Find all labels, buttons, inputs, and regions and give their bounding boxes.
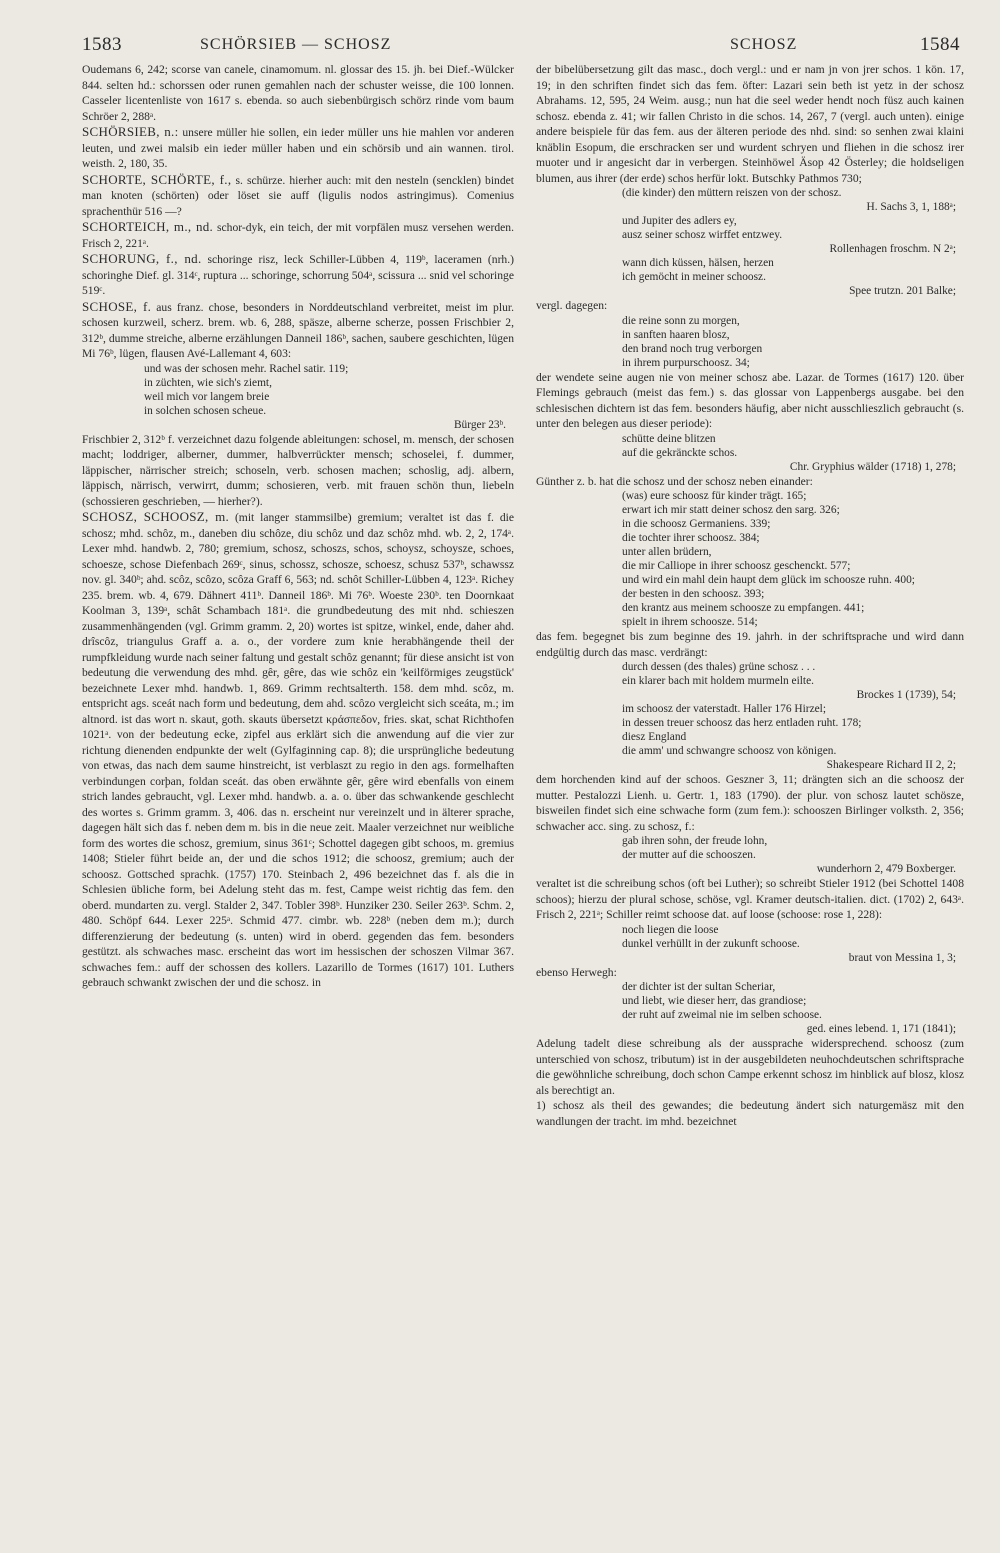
lemma: SCHÖRSIEB, n.: [82,124,179,139]
lemma: SCHORTE, SCHÖRTE, f., [82,171,232,187]
verse-source: Spee trutzn. 201 Balke; [849,285,956,297]
verse-line: der mutter auf die schooszen. [622,849,756,861]
verse-line: durch dessen (des thales) grüne schosz . . . [622,661,816,673]
verse-line: dunkel verhüllt in der zukunft schoose. [622,937,800,950]
entry-text: schoringe risz, leck Schiller-Lübben 4, 119ᵇ, laceramen (nrh.) schoringhe Dief. gl. 314ᶜ, ruptura ... schoringe, schorrung 504ᵃ, scissura ... snid vel schoringe 519ᶜ. [82,253,514,297]
verse-quote [622,432,964,474]
paragraph: veraltet ist die schreibung schos (oft bei Luther); so schreibt Stieler 1912 (bei Schottel 1408 schoos); hierzu der plural schose, schöse, vgl. Kramer deutsch-italien. dict. (1702) 2, 643ᵃ. Frisch 2, 221ᵃ; Schiller reimt schoose dat. auf loose (schoose: rose 1, 228): [536,877,964,921]
verse-quote [144,362,514,432]
verse-line: den krantz aus meinem schoosze zu empfangen. 441; [622,602,865,614]
verse-line: die tochter ihrer schoosz. 384; [622,532,760,544]
verse-line: in solchen schosen scheue. [144,404,267,417]
verse-source: H. Sachs 3, 1, 188ᵃ; [866,201,956,213]
verse-line: in dessen treuer schoosz das herz entladen ruht. 178; [622,717,862,729]
verse-line: die amm' und schwangre schoosz von königen. [622,745,837,757]
verse-line: gab ihren sohn, der freude lohn, [622,835,768,847]
page-header [30,34,960,60]
verse-line: den brand noch trug verborgen [622,342,763,355]
verse-quote [622,186,964,256]
entry-schorung [82,251,514,299]
paragraph: ebenso Herwegh: [536,965,617,979]
entry-text: (mit langer stammsilbe) gremium; veraltet ist das f. die schosz; mhd. schôz, m., daneben diu schôze, diu schôz und daz schôz mhd. wb. 2, 2, 174ᵃ. Lexer mhd. handwb. 2, 780; gremium, schosz, schoszs, schos, schoysz, schoysze, schoes, schoesze, schose Diefenbach 269ᶜ, sinus, schossz, schosze, schoesz, schusz 537ᵇ, schawssz nov. gl. 340ᵇ; ahd. scôz, scôzo, scôza Graff 6, 563; nd. schôt Schiller-Lübben 4, 123ᵃ. Richey 235. brem. wb. 4, 679. Dähnert 411ᵇ. Danneil 186ᵇ. Mi 76ᵇ. Woeste 230ᵇ. ten Doornkaat Koolman 3, 139ᵃ, schât Schambach 181ᵃ. die grundbedeutung des mit nhd. schieszen zusammenhängenden (vgl. Grimm gramm. 2, 20) wortes ist spitze, winkel, ende, daher ahd. drîscôz, triangulus Graff a. a. o., der vordere zum knie herabhängende theil der rumpfkleidung wurde nach seiner faltung und gestalt schôz genannt; für diese ansicht ist von bedeutung die verwendung des mhd. gêr, gêre, das wie schôz ein 'keilförmiges zeugstück' bezeichnete Lexer mhd. handwb. 1, 869. Grimm rechtsalterth. 158. dem mhd. scôz, m. entspricht ags. sceát nach form und bedeutung, dem ahd. scôzo vergleicht sich sceáta, m.; im altnord. ist das wort n. skaut, goth. skauts übersetzt κράσπεδον, fries. skat, schat Richthofen 1021ᵃ. von der bedeutung ecke, zipfel aus erklärt sich die anwendung auf die vier zur richtung dienenden endpunkte der welt (Gylfaginning cap. 8); die ursprüngliche bedeutung von etwas, das nach dem saume hinstreicht, ist verblaszt zu regio in den ags. formelhaften verbindungen corþan, foldan sceát. das oben erwähnte gêr, gêre wird ebenfalls von einem strich landes gebraucht, vgl. Lexer mhd. handwb. a. a. o. über das schwankende geschlecht des wortes s. Grimm gramm. 3, 406. das n. erscheint nur vereinzelt und in älterer sprache, dagegen hält sich das f. neben dem m. bis in die neue zeit. Maaler verzeichnet nur weibliche form des wortes die schosz, gremium, sinus 361ᶜ; Schottel dagegen gibt schoos, m. gremius 1408; Stieler führt beide an, der und die schos 1912; die schoosz, gremium; auch der schoosz. Gottsched sprachk. (1757) 170. Steinbach 2, 496 bezeichnet das f. als die in Schlesien übliche form, bei Adelung steht das m. fest, Campe weist richtig das fem. den oberd. mundarten zu. vergl. Stalder 2, 347. Tobler 398ᵇ. Hunziker 230. Seiler 263ᵇ. Schm. 2, 480. Schöpf 644. Lexer 225ᵃ. Schmid 477. cimbr. wb. 228ᵇ (neben dem m.); durch differenzierung der bedeutung (s. unten) wird in oberd. gegenden das fem. besonders gestützt. als schwaches masc. erscheint das wort im hessischen der schoszen Vilmar 367. schwaches fem.: auff der schossen des kollers. Lazarillo de Tormes (1617) 101. Luthers gebrauch schwankt zwischen der und die schosz. in [82,511,514,989]
verse-line: diesz England [622,731,687,743]
verse-quote [622,980,964,1036]
paragraph: das fem. begegnet bis zum beginne des 19. jahrh. in der schriftsprache und wird dann endgültig durch das masc. verdrängt: [536,630,964,659]
entry-schorte [82,172,514,220]
entry-text: s. schürze. hierher auch: mit den nesteln (sencklen) bindet man knoten (schörten) oder löset sie auff (ligulis nodos astringimus). Comenius sprachenthür 516 —? [82,173,514,218]
entry-text: unsere müller hie sollen, ein ieder müller uns hie mahlen vor anderen leuten, und zwei malsib ein ieder müller haben und ein schörsib und ain wannen. tirol. weisth. 2, 180, 35. [82,126,514,170]
verse-line: schütte deine blitzen [622,432,716,445]
verse-line: spielt in ihrem schoosze. 514; [622,616,758,628]
left-column [82,62,514,991]
verse-source: braut von Messina 1, 3; [848,951,956,964]
verse-line: wann dich küssen, hälsen, herzen [622,257,774,269]
verse-line: ein klarer bach mit holdem murmeln eilte. [622,675,814,687]
lemma: SCHOSE, f. [82,298,152,314]
verse-source: Bürger 23ᵇ. [453,418,506,431]
verse-line: noch liegen die loose [622,923,719,936]
verse-quote [622,834,964,876]
verse-line: unter allen brüdern, [622,546,712,558]
verse-line: die reine sonn zu morgen, [622,314,740,327]
verse-line: (was) eure schoosz für kinder trägt. 165; [622,490,807,502]
verse-line: in züchten, wie sich's ziemt, [144,376,272,389]
verse-line: ausz seiner schosz wirffet entzwey. [622,229,783,241]
paragraph: vergl. dagegen: [536,299,608,312]
entry-text: aus franz. chose, besonders in Norddeutschland verbreitet, meist im plur. schosen kurzweil, scherz. brem. wb. 6, 288, späsze, alberne scherze, possen Frischbier 2, 312ᵇ, dumme streiche, alberne erzählungen Danneil 186ᵇ, sachen, saubere geschichten, lügen Mi 76ᵇ, lügen, flausen Avé-Lallemant 4, 603: [82,300,514,360]
verse-line: der ruht auf zweimal nie im selben schoose. [622,1009,822,1021]
paragraph: Oudemans 6, 242; scorse van canele, cinamomum. nl. glossar des 15. jh. bei Dief.-Wülcker 844. selten hd.: schorssen oder runen gemahlen nach der schuster weisse, die 100 lonnen. Casseler licentenliste von 1617 s. ebenda. so auch siebenbürgisch schörz rinde vom baum Schröer 2, 288ᵃ. [82,63,514,123]
verse-source: wunderhorn 2, 479 Boxberger. [816,863,956,875]
entry-schosz [82,509,514,991]
right-running-title: SCHOSZ [730,36,798,53]
verse-line: im schoosz der vaterstadt. Haller 176 Hirzel; [622,703,827,715]
right-page-number: 1584 [920,34,960,55]
paragraph: Frischbier 2, 312ᵇ f. verzeichnet dazu folgende ableitungen: schosel, m. mensch, der schosen macht; loddriger, alberner, dummer, halbverrückter mensch; schoselei, f. dummer, läppischer, närrischer streich; schoseln, verb. schosen machen; schoslig, adj. albern, läppisch, närrisch, verwirrt, dumm; schosieren, verb. mit frauen schön thun, liebeln (schossieren geschrieben, — hierher?). [82,432,514,508]
lemma: SCHORUNG, f., nd. [82,251,202,266]
paragraph: Adelung tadelt diese schreibung als der aussprache widersprechend. schoosz (zum unterschied von schosz, tributum) ist in der ausgebildeten neuhochdeutschen schriftsprache die gewöhnliche schreibung, doch schon Campe erkennt schosz im hinblick auf blosz, klosz als berechtigt an. [536,1037,964,1097]
verse-source: Rollenhagen froschm. N 2ᵃ; [829,243,956,255]
verse-line: der besten in den schoosz. 393; [622,588,765,600]
verse-source: Chr. Gryphius wälder (1718) 1, 278; [789,460,956,473]
verse-source: Shakespeare Richard II 2, 2; [826,759,956,771]
verse-line: und wird ein mahl dein haupt dem glück im schoosze ruhn. 400; [622,574,915,586]
verse-quote [622,923,964,965]
verse-quote [622,256,964,298]
verse-quote [622,489,964,629]
verse-quote [622,314,964,370]
verse-line: in die schoosz Germaniens. 339; [622,518,771,530]
verse-line: (die kinder) den müttern reiszen von der schosz. [622,187,842,199]
verse-source: ged. eines lebend. 1, 171 (1841); [806,1023,956,1035]
verse-line: in sanften haaren blosz, [622,328,730,341]
verse-line: und liebt, wie dieser herr, das grandiose; [622,995,807,1007]
entry-schose [82,299,514,362]
left-running-title: SCHÖRSIEB — SCHOSZ [200,36,392,53]
verse-source: Brockes 1 (1739), 54; [856,689,956,701]
entry-schorteich [82,219,514,251]
entry-text: schor-dyk, ein teich, der mit vorpfälen musz versehen werden. Frisch 2, 221ᵃ. [82,221,514,250]
paragraph: der wendete seine augen nie von meiner schosz abe. Lazar. de Tormes (1617) 120. über Flemings gebrauch (meist das fem.) s. das glossar von Lappenbergs ausgabe. bei den schlesischen dichtern ist das fem. besonders häufig, aber nicht ausschlieszlich gebraucht (s. unter den belegen aus dieser periode): [536,370,964,430]
verse-line: in ihrem purpurschoosz. 34; [622,356,750,369]
entry-schoersieb [82,124,514,172]
verse-line: ich gemöcht in meiner schoosz. [622,271,766,283]
verse-quote [622,660,964,702]
lemma: SCHORTEICH, m., nd. [82,219,214,234]
verse-line: und was der schosen mehr. Rachel satir. 119; [144,362,349,375]
paragraph: dem horchenden kind auf der schoos. Geszner 3, 11; drängten sich an die schoosz der mutter. Pestalozzi Lienh. u. Gertr. 1, 183 (1790). der plur. von schosz lautet schösze, bisweilen findet sich eine schwache form (zum fem.): schooszen Birlinger volksth. 2, 356; schwacher acc. sing. zu schosz, f.: [536,773,964,833]
paragraph: Günther z. b. hat die schosz und der schosz neben einander: [536,474,813,488]
right-column [536,62,964,1129]
lemma: SCHOSZ, SCHOOSZ, m. [82,509,230,524]
left-page-number: 1583 [82,34,122,55]
verse-line: die mir Calliope in ihrer schoosz geschenckt. 577; [622,560,851,572]
verse-line: der dichter ist der sultan Scheriar, [622,981,776,993]
verse-line: weil mich vor langem breie [144,390,270,403]
verse-line: auf die gekränckte schos. [622,446,738,459]
verse-line: und Jupiter des adlers ey, [622,215,737,227]
verse-line: erwart ich mir statt deiner schosz den sarg. 326; [622,504,840,516]
paragraph: 1) schosz als theil des gewandes; die bedeutung ändert sich naturgemäsz mit den wandlungen der tracht. im mhd. bezeichnet [536,1099,964,1128]
verse-quote [622,702,964,772]
paragraph: der bibelübersetzung gilt das masc., doch vergl.: und er nam jn von jrer schos. 1 kön. 17, 19; in den schriften findet sich das fem. öfter: Lazari sein beth ist yetz in der schosz Abrahams. 12, 595, 24 Weim. ausg.; nun hat die seel weder hendt noch füsz auch kainen schosz. ebenda z. 41; wir fallen Christo in die schos. 14, 267, 7 (vergl. auch unten). einige andere beispiele für das fem. aus der älteren periode des nhd. sind: so senhen zwai klaini knäblin Esopum, die erschracken ser und wurdent schryen und fliehen in die schosz irer muoter und ir angesicht dar in verbergen. Steinhöwel Äsop 42 Österley; die holdseligen blumen, aus ihrer (der erde) schos herfür lokt. Butschky Pathmos 730; [536,63,964,185]
